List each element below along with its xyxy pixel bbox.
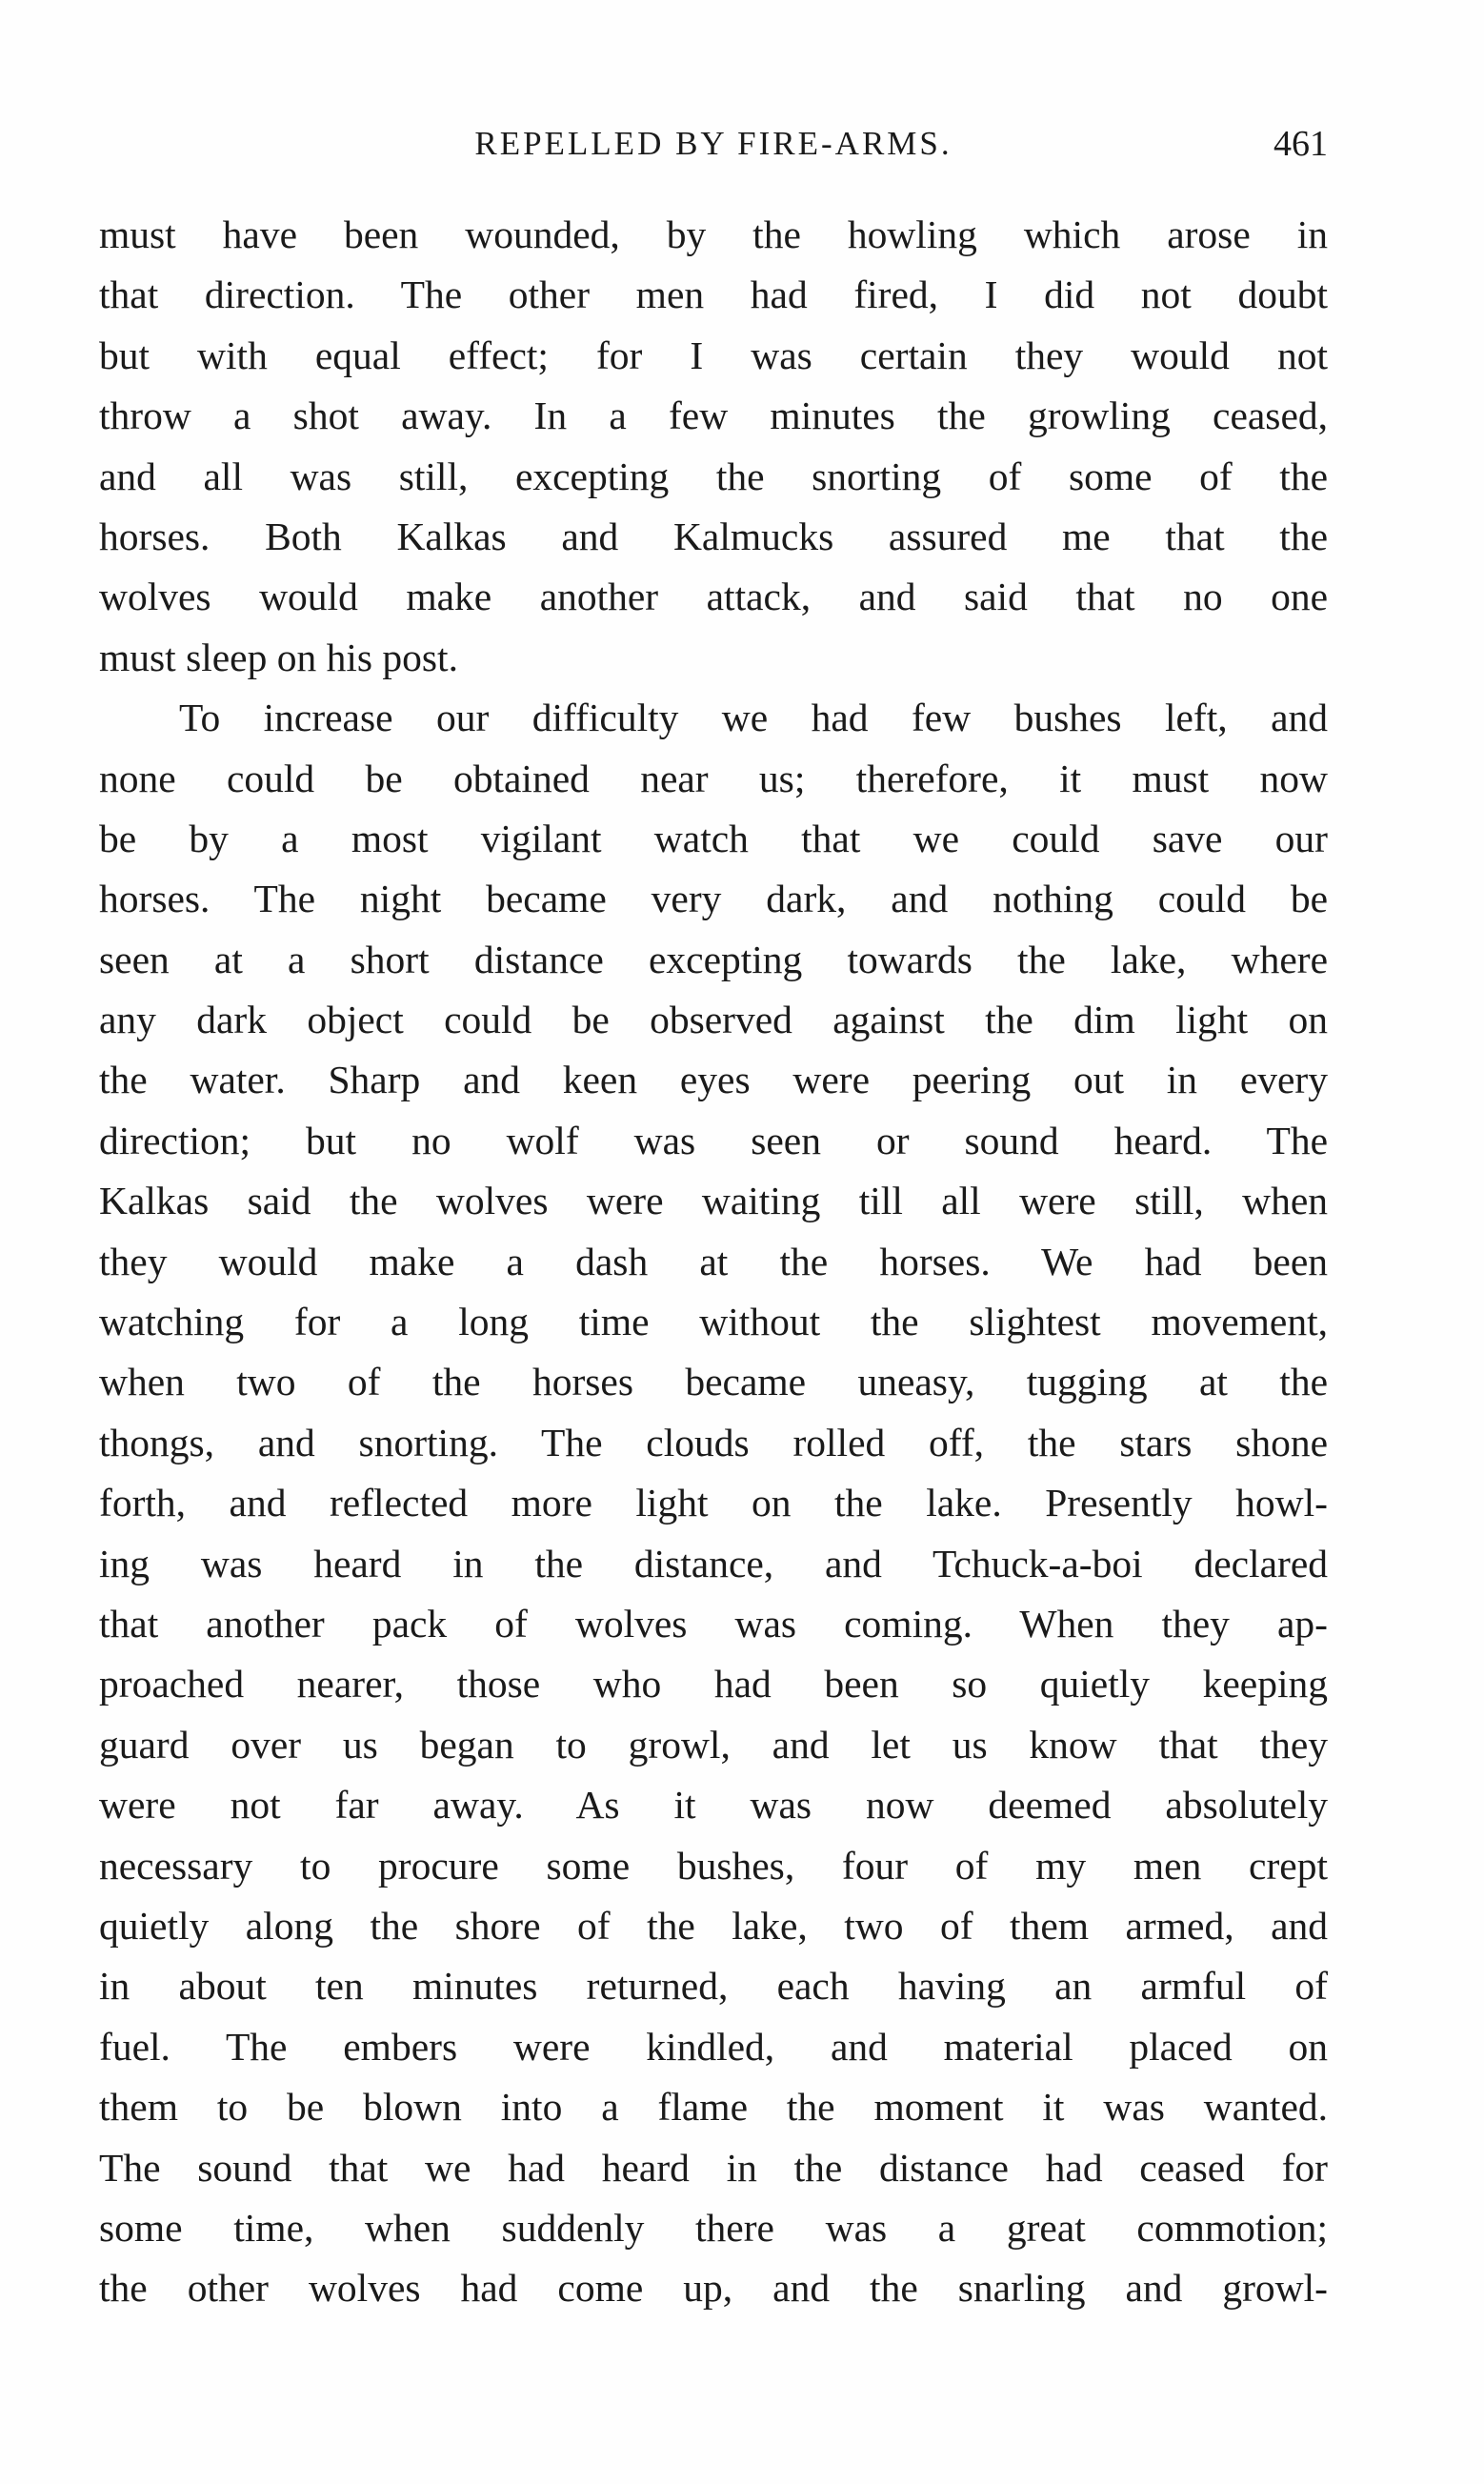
text-line: forth, and reflected more light on the lake. Presently howl- — [99, 1481, 1328, 1525]
text-line: must sleep on his post. — [99, 635, 458, 679]
text-line: they would make a dash at the horses. We had been — [99, 1239, 1328, 1283]
text-line: the water. Sharp and keen eyes were peering out in every — [99, 1058, 1328, 1102]
running-title: REPELLED BY FIRE-ARMS. — [474, 125, 953, 162]
text-line: any dark object could be observed against the dim light on — [99, 998, 1328, 1042]
text-line: that another pack of wolves was coming. When they ap- — [99, 1601, 1328, 1646]
text-line: when two of the horses became uneasy, tugging at the — [99, 1360, 1328, 1404]
text-line: ing was heard in the distance, and Tchuck-a-boi declared — [99, 1541, 1328, 1585]
text-line: in about ten minutes returned, each having an armful of — [99, 1964, 1328, 2009]
text-line: seen at a short distance excepting towards the lake, where — [99, 937, 1328, 981]
text-line: The sound that we had heard in the distance had ceased for — [99, 2145, 1328, 2190]
text-line: To increase our difficulty we had few bushes left, and — [179, 696, 1328, 740]
text-line: be by a most vigilant watch that we could save our — [99, 816, 1328, 860]
text-line: the other wolves had come up, and the snarling and growl- — [99, 2266, 1328, 2311]
text-line: that direction. The other men had fired, I did not doubt — [99, 273, 1328, 317]
text-line: none could be obtained near us; therefore, it must now — [99, 756, 1328, 800]
text-line: but with equal effect; for I was certain they would not — [99, 333, 1328, 377]
text-line: necessary to procure some bushes, four of my men crept — [99, 1843, 1328, 1888]
page-number: 461 — [1273, 124, 1328, 164]
text-line: fuel. The embers were kindled, and material placed on — [99, 2024, 1328, 2069]
text-line: some time, when suddenly there was a great commotion; — [99, 2205, 1328, 2250]
text-line: proached nearer, those who had been so quietly keeping — [99, 1662, 1328, 1706]
text-line: them to be blown into a flame the moment it was wanted. — [99, 2085, 1328, 2130]
text-line: throw a shot away. In a few minutes the growling ceased, — [99, 394, 1328, 438]
text-line: direction; but no wolf was seen or sound heard. The — [99, 1118, 1328, 1162]
text-line: quietly along the shore of the lake, two of them armed, and — [99, 1903, 1328, 1948]
text-line: watching for a long time without the slightest movement, — [99, 1300, 1328, 1344]
text-line: must have been wounded, by the howling which arose in — [99, 212, 1328, 256]
text-line: horses. The night became very dark, and nothing could be — [99, 877, 1328, 921]
text-line: wolves would make another attack, and said that no one — [99, 575, 1328, 619]
text-line: were not far away. As it was now deemed absolutely — [99, 1783, 1328, 1828]
running-head — [99, 120, 1328, 168]
body-text — [99, 205, 1328, 2319]
text-line: Kalkas said the wolves were waiting till all were still, when — [99, 1179, 1328, 1223]
text-line: horses. Both Kalkas and Kalmucks assured me that the — [99, 514, 1328, 558]
text-line: and all was still, excepting the snorting of some of the — [99, 454, 1328, 498]
text-line: guard over us began to growl, and let us know that they — [99, 1722, 1328, 1767]
text-line: thongs, and snorting. The clouds rolled off, the stars shone — [99, 1420, 1328, 1464]
